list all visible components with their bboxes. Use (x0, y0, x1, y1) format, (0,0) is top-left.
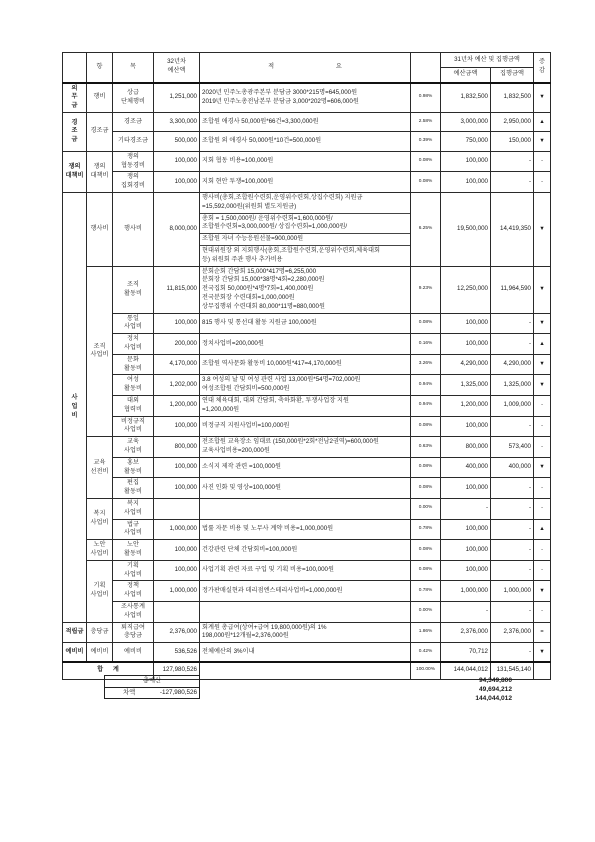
item-label: 비정규직 사업비 (113, 416, 154, 437)
change-indicator: ▼ (534, 643, 551, 663)
difference-label: 차액 (123, 688, 136, 696)
description-block: 정치사업비=200,000원 (202, 339, 264, 347)
budget-row (63, 560, 551, 581)
budget-row (63, 193, 551, 267)
share-cell: 0.78% (411, 581, 441, 602)
budget-current-cell: 4,170,000 (154, 354, 200, 375)
budget-row (63, 498, 551, 519)
budget-current-cell: 536,526 (154, 643, 200, 663)
previous-executed-cell: 4,290,000 (491, 354, 534, 375)
description-cell (200, 334, 411, 355)
header-hang: 항 (87, 53, 113, 83)
share-cell: 0.16% (411, 334, 441, 355)
budget-current-cell: 800,000 (154, 437, 200, 458)
change-indicator: ▼ (534, 313, 551, 334)
previous-budget-cell: 100,000 (441, 313, 491, 334)
header-budget-current: 32년차 예산액 (154, 53, 200, 83)
share-cell: 0.00% (411, 601, 441, 622)
header-row-top (63, 53, 551, 68)
share-cell: 0.78% (411, 519, 441, 540)
budget-table (62, 52, 551, 680)
previous-executed-cell: 1,832,500 (491, 83, 534, 113)
item-label: 경조금 (113, 112, 154, 132)
previous-executed-cell: 2,376,000 (491, 622, 534, 643)
item-label: 퇴직급여 충당금 (113, 622, 154, 643)
total-change (534, 662, 551, 679)
total-description (200, 662, 411, 679)
total-previous-executed: 131,545,140 (491, 662, 534, 679)
previous-executed-cell: 1,009,000 (491, 396, 534, 417)
previous-budget-cell: 2,376,000 (441, 622, 491, 643)
total-label: 합 계 (63, 662, 154, 679)
share-cell: 0.08% (411, 560, 441, 581)
previous-budget-cell: 100,000 (441, 416, 491, 437)
previous-executed-cell: - (491, 560, 534, 581)
previous-budget-cell: 400,000 (441, 457, 491, 478)
share-cell: 0.08% (411, 457, 441, 478)
previous-executed-cell: - (491, 478, 534, 499)
description-cell (200, 172, 411, 193)
summary-total-line: 49,694,212 (478, 686, 512, 693)
budget-current-cell: 100,000 (154, 457, 200, 478)
difference-row (105, 688, 199, 699)
budget-row (63, 83, 551, 113)
description-cell (200, 498, 411, 519)
budget-current-cell: 11,815,000 (154, 266, 200, 313)
share-cell: 9.23% (411, 266, 441, 313)
budget-row (63, 540, 551, 561)
description-block: 비정규직 지원사업비=100,000원 (202, 422, 290, 429)
description-cell (200, 313, 411, 334)
budget-row (63, 478, 551, 499)
description-block: 행사비(총회,조합원수련회,운영위수련회,상집수련회) 지원금 =15,592,000원(위원회 별도지원금) (202, 194, 363, 210)
description-block: 연대 체육대회, 대외 간담회, 축하화환, 투쟁사업장 지원 =1,200,000원 (202, 397, 349, 413)
change-indicator: - (534, 601, 551, 622)
item-label: 법규 사업비 (113, 519, 154, 540)
share-cell: 3.26% (411, 354, 441, 375)
budget-row (63, 581, 551, 602)
section-label: 기획 사업비 (87, 560, 113, 622)
budget-row (63, 112, 551, 132)
group-label: 예비비 (63, 643, 87, 663)
share-cell: 0.39% (411, 132, 441, 152)
total-share: 100.00% (411, 662, 441, 679)
item-label: 예비비 (113, 643, 154, 663)
description-cell (200, 643, 411, 663)
previous-executed-cell: - (491, 151, 534, 172)
description-block: 지회 현안 투쟁=100,000원 (202, 177, 274, 185)
item-label: 기획 사업비 (113, 560, 154, 581)
previous-executed-cell: 150,000 (491, 132, 534, 152)
previous-executed-cell: 14,419,350 (491, 193, 534, 267)
budget-row (63, 354, 551, 375)
group-label: 의 무 금 (63, 83, 87, 113)
change-indicator: ▲ (534, 519, 551, 540)
previous-executed-cell: 573,400 (491, 437, 534, 458)
item-label: 대외 협력비 (113, 396, 154, 417)
header-mok: 목 (113, 53, 154, 83)
change-indicator: ▼ (534, 132, 551, 152)
description-block: 총회 = 1,500,000원/ 운영위수련회=1,600,000원/ 조합원수련회=3,000,000원/ 상집수련회=1,000,000원/ (200, 213, 410, 234)
budget-current-cell: 100,000 (154, 313, 200, 334)
previous-budget-cell: 3,000,000 (441, 112, 491, 132)
description-cell (200, 622, 411, 643)
table-body (63, 83, 551, 663)
previous-executed-cell: - (491, 416, 534, 437)
previous-budget-cell: 100,000 (441, 172, 491, 193)
section-label: 행사비 (87, 193, 113, 267)
previous-budget-cell: - (441, 601, 491, 622)
previous-executed-cell: - (491, 313, 534, 334)
budget-current-cell: 100,000 (154, 151, 200, 172)
item-label: 상급 단체행비 (113, 83, 154, 113)
budget-current-cell: 100,000 (154, 478, 200, 499)
previous-budget-cell: 100,000 (441, 151, 491, 172)
description-cell (200, 193, 411, 267)
description-block (200, 611, 410, 613)
budget-current-cell: 2,376,000 (154, 622, 200, 643)
share-cell: 0.00% (411, 498, 441, 519)
budget-row (63, 172, 551, 193)
table-header (63, 53, 551, 83)
previous-budget-cell: 70,712 (441, 643, 491, 663)
item-label: 통일 사업비 (113, 313, 154, 334)
budget-current-cell: 1,202,000 (154, 375, 200, 396)
section-label: 충당금 (87, 622, 113, 643)
change-indicator: - (534, 478, 551, 499)
budget-current-cell: 1,200,000 (154, 396, 200, 417)
change-indicator: - (534, 416, 551, 437)
change-indicator: - (534, 560, 551, 581)
item-label: 홍보 활동비 (113, 457, 154, 478)
share-cell: 0.42% (411, 643, 441, 663)
section-label: 교육 선전비 (87, 437, 113, 499)
budget-current-cell: 500,000 (154, 132, 200, 152)
change-indicator: - (534, 172, 551, 193)
description-block (200, 508, 410, 510)
change-indicator: - (534, 540, 551, 561)
description-block: 전체예산의 3%이내 (202, 647, 255, 655)
change-indicator: ▼ (534, 375, 551, 396)
description-cell (200, 375, 411, 396)
difference-value: -127,980,526 (159, 688, 197, 696)
group-label: 경 조 금 (63, 112, 87, 151)
description-block: 조합원 자녀 수능응원선물=900,000원 (200, 233, 410, 245)
item-label: 쟁의 협동경비 (113, 151, 154, 172)
change-indicator: ▼ (534, 83, 551, 113)
summary-total-line: 144,044,012 (475, 695, 512, 702)
budget-row (63, 151, 551, 172)
summary-total-line: 94,349,800 (478, 677, 512, 684)
description-cell (200, 601, 411, 622)
total-previous-budget: 144,044,012 (441, 662, 491, 679)
budget-current-cell: 100,000 (154, 172, 200, 193)
change-indicator: ▲ (534, 334, 551, 355)
budget-row (63, 601, 551, 622)
share-cell: 0.08% (411, 172, 441, 193)
budget-row (63, 622, 551, 643)
share-cell: 0.08% (411, 478, 441, 499)
description-block: 법률 자문 비용 및 노무사 계약 비용=1,000,000원 (202, 524, 334, 532)
change-indicator: - (534, 437, 551, 458)
previous-executed-cell: 11,964,590 (491, 266, 534, 313)
previous-budget-cell: 19,500,000 (441, 193, 491, 267)
section-label: 노안 사업비 (87, 540, 113, 561)
change-indicator: - (534, 396, 551, 417)
previous-budget-cell: 100,000 (441, 560, 491, 581)
header-previous-title: 31년차 예산 및 집행금액 (441, 53, 534, 68)
share-cell: 0.08% (411, 151, 441, 172)
change-indicator: - (534, 498, 551, 519)
change-indicator: ▼ (534, 581, 551, 602)
previous-budget-cell: 1,325,000 (441, 375, 491, 396)
budget-row (63, 643, 551, 663)
share-cell: 2.58% (411, 112, 441, 132)
previous-budget-cell: 100,000 (441, 334, 491, 355)
budget-row (63, 313, 551, 334)
previous-executed-cell: - (491, 172, 534, 193)
budget-current-cell (154, 601, 200, 622)
budget-current-cell: 8,000,000 (154, 193, 200, 267)
section-label: 예비비 (87, 643, 113, 663)
share-cell: 6.25% (411, 193, 441, 267)
description-block: 정가판매실현과 데리점엔스테리사업비=1,000,000원 (202, 586, 343, 594)
previous-budget-cell: 1,200,000 (441, 396, 491, 417)
previous-budget-cell: - (441, 498, 491, 519)
section-label: 조직 사업비 (87, 266, 113, 437)
description-block: 조합원 애경사 50,000원*66건=3,300,000원 (202, 117, 319, 125)
section-label: 복지 사업비 (87, 498, 113, 539)
description-cell (200, 478, 411, 499)
share-cell: 0.94% (411, 396, 441, 417)
total-budget-label: 총예산 (105, 676, 199, 688)
share-cell: 0.94% (411, 375, 441, 396)
item-label: 조사통계 사업비 (113, 601, 154, 622)
description-cell (200, 581, 411, 602)
group-label: 사 업 비 (63, 193, 87, 622)
description-block: 지회 협동 비용=100,000원 (202, 157, 274, 165)
description-cell (200, 266, 411, 313)
budget-current-cell: 200,000 (154, 334, 200, 355)
previous-executed-cell: 2,950,000 (491, 112, 534, 132)
previous-budget-cell: 800,000 (441, 437, 491, 458)
description-cell (200, 151, 411, 172)
previous-budget-cell: 4,290,000 (441, 354, 491, 375)
previous-executed-cell: - (491, 334, 534, 355)
change-indicator: - (534, 151, 551, 172)
previous-executed-cell: - (491, 601, 534, 622)
previous-executed-cell: 400,000 (491, 457, 534, 478)
description-cell (200, 354, 411, 375)
previous-budget-cell: 1,832,500 (441, 83, 491, 113)
share-cell: 0.08% (411, 540, 441, 561)
description-cell (200, 416, 411, 437)
description-block: 사업기획 관련 자료 구입 및 기획 비용=100,000원 (202, 566, 334, 574)
previous-executed-cell: - (491, 540, 534, 561)
share-cell: 0.63% (411, 437, 441, 458)
item-label: 정치 사업비 (113, 334, 154, 355)
header-description: 적 요 (200, 53, 411, 83)
budget-row (63, 132, 551, 152)
header-gwan (63, 53, 87, 83)
description-block: 건강관련 단체 간담회비=100,000원 (202, 545, 298, 553)
description-block: 사진 인화 및 영상=100,000원 (202, 483, 281, 491)
previous-executed-cell: 1,325,000 (491, 375, 534, 396)
change-indicator: ▲ (534, 112, 551, 132)
budget-current-cell: 1,000,000 (154, 519, 200, 540)
header-change: 증 감 (534, 53, 551, 83)
item-label: 행사비 (113, 193, 154, 267)
budget-row (63, 396, 551, 417)
budget-current-cell (154, 498, 200, 519)
previous-budget-cell: 100,000 (441, 478, 491, 499)
description-block: 2020년 민주노총광주본부 분담금 3000*215명=645,000원 2019년 민주노총전남본부 분담금 3,000*202명=606,000원 (202, 88, 359, 105)
budget-current-cell: 3,300,000 (154, 112, 200, 132)
description-cell (200, 83, 411, 113)
description-block: 3.8 여성의 날 및 여성 관련 사업 13,000원*54명=702,000원 여성조합원 간담회비=500,000원 (202, 376, 361, 393)
group-label: 쟁의 대책비 (63, 151, 87, 192)
change-indicator: = (534, 622, 551, 643)
item-label: 기타경조금 (113, 132, 154, 152)
description-cell (200, 457, 411, 478)
description-block: 현대위원장 외 지회행사(총회,조합원수련회,운영위수련회,체육대회 등) 위원회 주관 행사 추가비용 (200, 245, 410, 266)
budget-row (63, 375, 551, 396)
item-label: 여성 활동비 (113, 375, 154, 396)
change-indicator: ▼ (534, 266, 551, 313)
item-label: 정책 사업비 (113, 581, 154, 602)
previous-budget-cell: 750,000 (441, 132, 491, 152)
section-label: 쟁의 대책비 (87, 151, 113, 192)
item-label: 편집 활동비 (113, 478, 154, 499)
previous-budget-cell: 1,000,000 (441, 581, 491, 602)
budget-row (63, 519, 551, 540)
budget-current-cell: 1,251,000 (154, 83, 200, 113)
description-cell (200, 540, 411, 561)
share-cell: 0.08% (411, 313, 441, 334)
description-cell (200, 437, 411, 458)
budget-current-cell: 1,000,000 (154, 581, 200, 602)
description-cell (200, 560, 411, 581)
item-label: 쟁의 집회경비 (113, 172, 154, 193)
budget-current-cell: 100,000 (154, 540, 200, 561)
item-label: 조직 활동비 (113, 266, 154, 313)
summary-box (104, 675, 200, 699)
item-label: 교육 사업비 (113, 437, 154, 458)
budget-current-cell: 100,000 (154, 560, 200, 581)
group-label: 적립금 (63, 622, 87, 643)
description-block: 815 행사 및 통선대 활동 지원금 100,000원 (202, 319, 317, 327)
description-block: 조합원 외 애경사 50,000원*10건=500,000원 (202, 137, 322, 145)
item-label: 문화 활동비 (113, 354, 154, 375)
previous-budget-cell: 12,250,000 (441, 266, 491, 313)
previous-executed-cell: - (491, 498, 534, 519)
share-cell: 1.86% (411, 622, 441, 643)
section-label: 경조금 (87, 112, 113, 151)
description-block: 회계원 총급여(상여+급여 19,800,000원)의 1% 198,000원*12개월=2,376,000원 (202, 623, 327, 640)
budget-row (63, 437, 551, 458)
description-block: 전조합원 교육장소 임대료 (150,000원*2회*전남2권역)=600,000원 교육사업비용=200,000원 (202, 438, 379, 454)
share-cell: 0.08% (411, 416, 441, 437)
item-label: 노안 활동비 (113, 540, 154, 561)
description-cell (200, 396, 411, 417)
summary-totals (430, 676, 512, 703)
previous-executed-cell: 1,000,000 (491, 581, 534, 602)
section-label: 행비 (87, 83, 113, 113)
share-cell: 0.98% (411, 83, 441, 113)
change-indicator: ▼ (534, 457, 551, 478)
total-budget-current: 127,980,526 (154, 662, 200, 679)
change-indicator: ▼ (534, 354, 551, 375)
change-indicator: ▼ (534, 193, 551, 267)
budget-row (63, 334, 551, 355)
description-cell (200, 112, 411, 132)
description-block: 소식지 제작 관련 =100,000원 (202, 463, 281, 471)
previous-budget-cell: 100,000 (441, 519, 491, 540)
budget-current-cell: 100,000 (154, 416, 200, 437)
description-cell (200, 519, 411, 540)
previous-executed-cell: - (491, 643, 534, 663)
budget-row (63, 266, 551, 313)
header-previous-budget: 예산금액 (441, 68, 491, 83)
budget-row (63, 416, 551, 437)
item-label: 복지 사업비 (113, 498, 154, 519)
description-cell (200, 132, 411, 152)
budget-row (63, 457, 551, 478)
description-block: 분회순회 간담회 15,000*417명=6,255,000 분회장 간담회 15,000*38명*4회=2,280,000원 전국집회 50,000원*4명*7회=1,400,000원 전국분회장 수련대회=1,000,000원 상무집행위 수련대회 80,000*11명=880,000원 (202, 267, 325, 310)
previous-executed-cell: - (491, 519, 534, 540)
previous-budget-cell: 100,000 (441, 540, 491, 561)
header-previous-executed: 집행금액 (491, 68, 534, 83)
header-share (411, 53, 441, 83)
description-block: 조합원 역사문화 활동비 10,000원*417=4,170,000원 (202, 360, 342, 368)
